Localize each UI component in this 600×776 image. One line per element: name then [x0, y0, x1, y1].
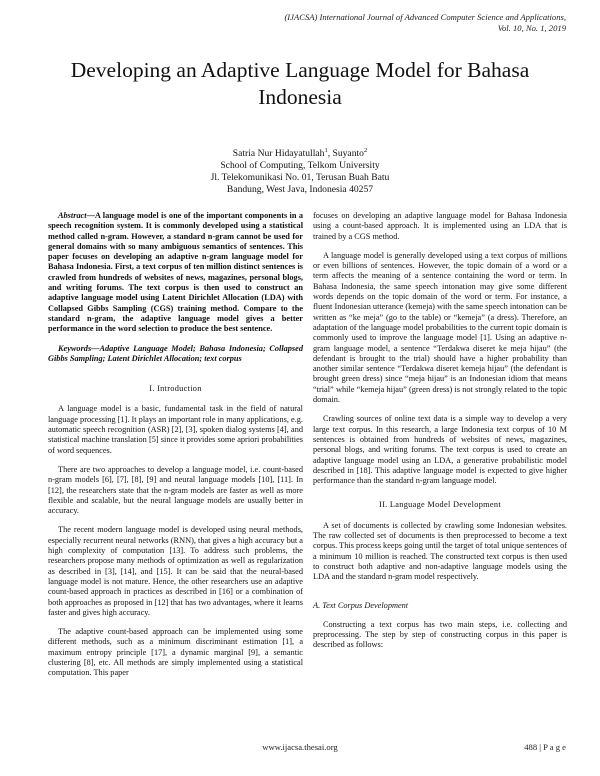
lm-paragraph-1: A set of documents is collected by crawling some Indonesian websites. The raw collected set of documents is then preprocessed to become a text corpus. This process keeps going until the target of total unique sentences of a minimum 10 million is reached. The constructed text corpus is then used to construct both adaptive and non-adaptive language models using the LDA and the standard n-gram model respectively.: [313, 520, 567, 582]
intro-paragraph-3: The recent modern language model is developed using neural methods, especially recurrent neural networks (RNN), that gives a high accuracy but a high complexity of computation [13]. To address such problems, the researchers propose many methods of optimization as well as regularization as described in [3], [14], and [15]. It can be said that the neural-based language model is not mature. Hence, the other researchers use an adaptive count-based approach in practices as described in [16] or a combination of both approaches as proposed in [12] that has two advantages, where it learns faster and gives high accuracy.: [48, 525, 303, 617]
intro-paragraph-5: A language model is generally developed using a text corpus of millions or even billions of sentences. However, the topic domain of a word or a term affects the meaning of a sentence containing the word or term. In Bahasa Indonesia, the same speech intonation may give some different words depends on the topic domain of the word or term. For instance, a fluent Indonesian utterance (kemeja) with the same speech intonation can be written as “ke meja” (go to the table) or “kemeja” (a dress). Therefore, an adaptation of the language model probabilities to the current topic domain is commonly used to improve the language model [1]. Using an adaptive n-gram language model, a sentence “Terdakwa diseret ke meja hijau” (the defendant is brought to the trial) should have a higher probability than another similar sentence “Terdakwa diseret kemeja hijau” (the defendant is brought green dress) since “meja hijau” is an Indonesian idiom that means “trial” while “kemeja hijau” (green dress) is not strongly related to the topic domain.: [313, 250, 567, 405]
journal-header: [284, 12, 566, 34]
address-line-2: Bandung, West Java, Indonesia 40257: [226, 184, 374, 196]
address-line-1: Jl. Telekomunikasi No. 01, Terusan Buah Batu: [210, 172, 390, 184]
intro-paragraph-6: Crawling sources of online text data is a simple way to develop a very large text corpus. In this research, a large Indonesia text corpus of 10 M sentences is obtained from hundreds of websites of news, magazines, personal blogs, and writing forums. The text corpus is used to create an adaptive language model using an LDA, a generative probabilistic model described in [18]. This adaptive language model is expected to give higher performance than the standard n-gram language model.: [313, 414, 567, 486]
keywords: Keywords—Adaptive Language Model; Bahasa Indonesia; Collapsed Gibbs Sampling; Latent Dirichlet Allocation; text corpus: [48, 343, 303, 363]
intro-paragraph-continued: focuses on developing an adaptive language model for Bahasa Indonesia using a count-based approach. It is implemented using an LDA that is trained by a CGS method.: [313, 211, 567, 241]
paper-title: Developing an Adaptive Language Model for Bahasa Indonesia: [70, 58, 530, 109]
intro-paragraph-4: The adaptive count-based approach can be implemented using some different methods, such as a minimum discriminant estimation [1], a maximum entropy principle [17], a dynamic marginal [9], a semantic clustering [8], etc. All methods are simply implemented using a statistical computation. This paper: [48, 627, 303, 678]
footer-page-number: 488 | P a g e: [524, 742, 566, 752]
author-2-sup: 2: [363, 147, 368, 154]
journal-name: (IJACSA) International Journal of Advanced Computer Science and Applications,: [284, 12, 566, 22]
right-column: [313, 211, 567, 660]
left-column: [48, 211, 303, 688]
author-names: [40, 145, 560, 160]
author-separator: ,: [327, 148, 333, 160]
section-heading-introduction: I. Introduction: [149, 384, 202, 394]
author-2: Suyanto: [332, 148, 364, 160]
journal-volume: Vol. 10, No. 1, 2019: [497, 23, 566, 33]
author-1-sup: 1: [324, 147, 328, 154]
abstract-label: Abstract: [58, 211, 87, 220]
intro-paragraph-2: There are two approaches to develop a language model, i.e. count-based n-gram models [6], [7], [8], [9] and neural language models [10], [11]. In [12], the researchers state that the n-gram models are faster as well as more flexible and scalable, but the neural language models are usually better in accuracy.: [48, 464, 303, 516]
footer-url: www.ijacsa.thesai.org: [262, 742, 338, 752]
section-heading-language-model: II. Language Model Development: [379, 500, 501, 510]
abstract: [48, 211, 303, 335]
intro-paragraph-1: A language model is a basic, fundamental task in the field of natural language processing [1]. It plays an important role in many applications, e.g. automatic speech recognition (ASR) [2], [3], spoken dialog systems [4], and statistical machine translation [5] since it provides some apriori probabilities of word sequences.: [48, 404, 303, 455]
abstract-text: —A language model is one of the important components in a speech recognition system. It is commonly developed using a statistical method called n-gram. However, a standard n-gram cannot be used for general domains with so many ambiguous semantics of sentences. This paper focuses on developing an adaptive n-gram language model for Bahasa Indonesia. First, a text corpus of ten million distinct sentences is crawled from hundreds of websites of news, magazines, personal blogs, and writing forums. The text corpus is then used to construct an adaptive language model using Latent Dirichlet Allocation (LDA) with Collapsed Gibbs Sampling (CGS) training method. Compare to the standard n-gram, the adaptive language model gives a better performance in the word selection to produce the best sentence.: [48, 211, 303, 334]
affiliation: School of Computing, Telkom University: [220, 160, 380, 172]
subsection-heading-corpus: A. Text Corpus Development: [313, 600, 409, 610]
corpus-paragraph-1: Constructing a text corpus has two main steps, i.e. collecting and preprocessing. The step by step of constructing corpus in this paper is described as follows:: [313, 619, 567, 650]
author-block: [40, 145, 560, 196]
author-1: Satria Nur Hidayatullah: [232, 148, 325, 160]
